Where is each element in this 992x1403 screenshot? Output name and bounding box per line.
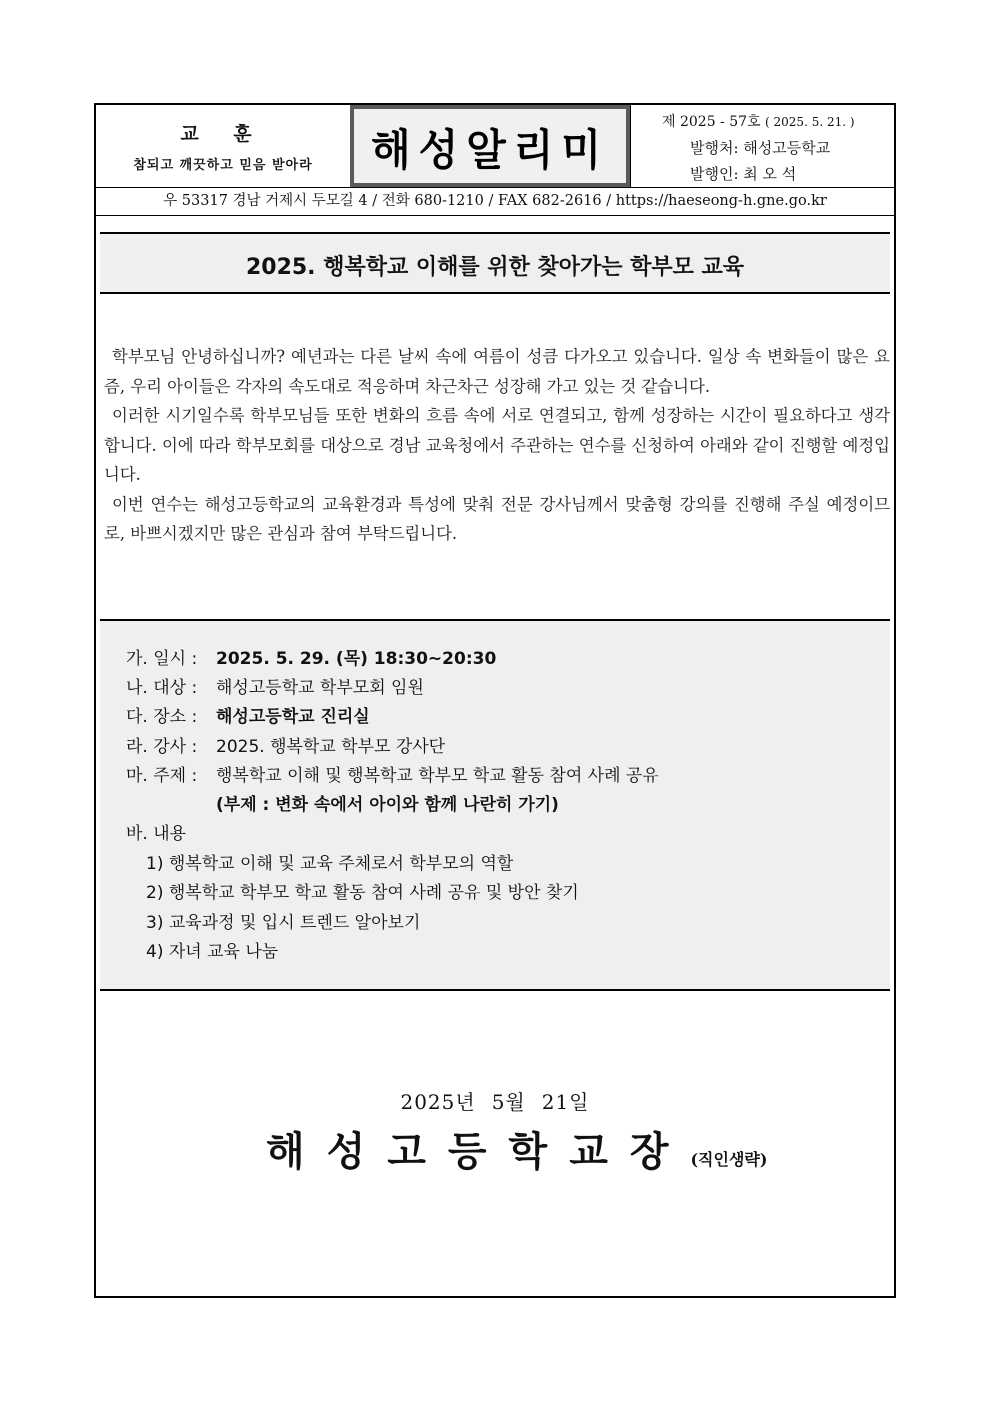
detail-topic: 마. 주제 : 행복학교 이해 및 행복학교 학부모 학교 활동 참여 사례 공유: [126, 766, 659, 786]
seal-omitted: (직인생략): [690, 1150, 768, 1169]
newsletter-frame: [94, 103, 896, 1298]
motto-text: 참되고 깨끗하고 믿음 받아라: [133, 158, 313, 173]
signature: [266, 1120, 767, 1177]
principal-title: 해성고등학교장: [266, 1128, 691, 1175]
title-band: [100, 232, 890, 294]
detail-target: 나. 대상 : 해성고등학교 학부모회 임원: [126, 678, 424, 698]
publisher: 발행처: 해성고등학교: [690, 139, 831, 157]
letter-paragraph: 학부모님 안녕하십니까? 예년과는 다른 날씨 속에 여름이 성큼 다가오고 있습니다. 일상 속 변화들이 많은 요즘, 우리 아이들은 각자의 속도대로 적응하며 차근차근 성장해 가고 있는 것 같습니다.: [104, 347, 890, 396]
detail-lecturer: 라. 강사 : 2025. 행복학교 학부모 강사단: [126, 737, 446, 757]
motto-title: 교 훈: [180, 123, 266, 145]
content-item: 2) 행복학교 학부모 학교 활동 참여 사례 공유 및 방안 찾기: [146, 883, 579, 903]
issuer: 발행인: 최 오 석: [690, 165, 797, 183]
content-item: 4) 자녀 교육 나눔: [146, 942, 279, 962]
letter-body: [104, 342, 890, 549]
school-motto-box: [96, 105, 351, 187]
letter-paragraph: 이번 연수는 해성고등학교의 교육환경과 특성에 맞춰 전문 강사님께서 맞춤형 강의를 진행해 주실 예정이므로, 바쁘시겠지만 많은 관심과 참여 부탁드립니다.: [104, 494, 890, 543]
detail-content-label: 바. 내용: [126, 824, 187, 844]
detail-place: 다. 장소 : 해성고등학교 진리실: [126, 707, 370, 727]
content-item: 1) 행복학교 이해 및 교육 주체로서 학부모의 역할: [146, 854, 514, 874]
issue-footer-date: 2025년 5월 21일: [400, 1090, 590, 1114]
issue-number: 제 2025 - 57호: [662, 114, 761, 130]
newsletter-logo-box: [350, 105, 631, 187]
issue-info-box: [630, 105, 894, 187]
detail-subtopic: (부제 : 변화 속에서 아이와 함께 나란히 가기): [216, 795, 559, 815]
detail-date: 가. 일시 : 2025. 5. 29. (목) 18:30~20:30: [126, 649, 497, 669]
issue-date: ( 2025. 5. 21. ): [765, 115, 855, 129]
details-band: [100, 619, 890, 991]
content-item: 3) 교육과정 및 입시 트렌드 알아보기: [146, 913, 421, 933]
letter-paragraph: 이러한 시기일수록 학부모님들 또한 변화의 흐름 속에 서로 연결되고, 함께 성장하는 시간이 필요하다고 생각합니다. 이에 따라 학부모회를 대상으로 경남 교육청에서 주관하는 연수를 신청하여 아래와 같이 진행할 예정입니다.: [104, 406, 890, 484]
document-title: 2025. 행복학교 이해를 위한 찾아가는 학부모 교육: [245, 255, 745, 280]
address-bar: 우 53317 경남 거제시 두모길 4 / 전화 680-1210 / FAX 682-2616 / https://haeseong-h.gne.go.kr: [96, 187, 894, 216]
newsletter-header: [96, 105, 894, 188]
newsletter-name: 해성알리미: [370, 124, 610, 175]
